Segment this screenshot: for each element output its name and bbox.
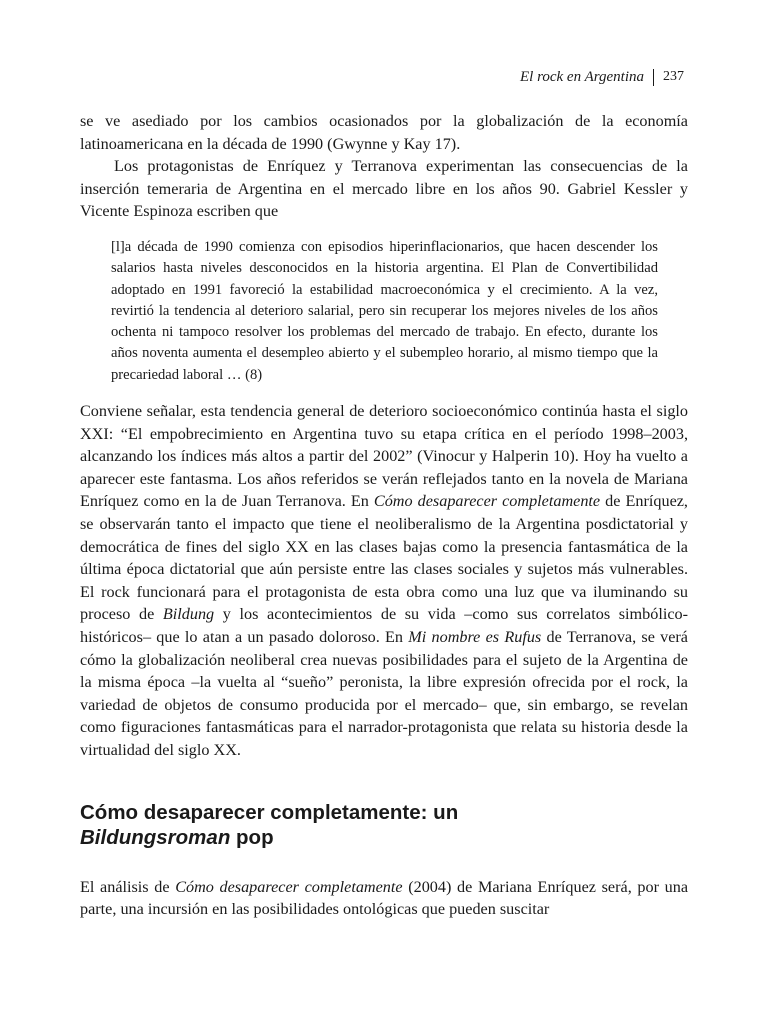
section-heading-tail: pop bbox=[230, 825, 274, 849]
paragraph-3-text: de Enríquez, se observarán tanto el impacto que tiene el neoliberalismo de la Argentina posdictatorial y democrática de fines del siglo XX en las clases bajas como la presencia fantasmática de la última época dictatorial que aún persiste entre las clases sociales y sujetos más vulnerables. El rock funcionará para el protagonista de esta obra como una luz que va iluminando su proceso de bbox=[80, 492, 688, 624]
running-head-separator bbox=[653, 69, 654, 86]
block-quote-text: [l]a década de 1990 comienza con episodios hiperinflacionarios, que hacen descender los salarios hasta niveles desconocidos en la historia argentina. El Plan de Convertibilidad adoptado en 1991 favoreció la estabilidad macroeconómica y el crecimiento. A la vez, revirtió la tendencia al deterioro salarial, pero sin recuperar los mejores niveles de los años ochenta ni tampoco resolver los problemas del mercado de trabajo. En efecto, durante los años noventa aumenta el desempleo abierto y el subempleo horario, al mismo tiempo que la precariedad laboral … (8) bbox=[111, 238, 658, 383]
block-quote bbox=[80, 237, 688, 386]
section-heading bbox=[80, 800, 688, 850]
running-head-title: El rock en Argentina bbox=[520, 69, 644, 85]
paragraph-1: se ve asediado por los cambios ocasionados por la globalización de la economía latinoamericana en la década de 1990 (Gwynne y Kay 17). bbox=[80, 112, 688, 153]
paragraph-3-text: de Terranova, se verá cómo la globalización neoliberal crea nuevas posibilidades para el sujeto de la Argentina de la misma época –la vuelta al “sueño” peronista, la libre expresión ofrecida por el rock, la variedad de objetos de consumo producida por el mercado– que, sin embargo, se revelan como figuraciones fantasmáticas para el narrador-protagonista que relata su historia desde la virtualidad del siglo XX. bbox=[80, 627, 688, 759]
paragraph-2: Los protagonistas de Enríquez y Terranova experimentan las consecuencias de la inserción temeraria de Argentina en el mercado libre en los años 90. Gabriel Kessler y Vicente Espinoza escriben que bbox=[80, 157, 688, 221]
page-number: 237 bbox=[663, 69, 684, 84]
paragraph-3-text: y los acontecimientos de su vida –como sus correlatos simbólico-históricos– que lo atan a un pasado doloroso. En bbox=[80, 605, 688, 646]
book-title: Cómo desaparecer completamente bbox=[175, 877, 403, 896]
page-body bbox=[80, 110, 688, 921]
paragraph-4-text: El análisis de bbox=[80, 877, 176, 896]
book-title: Cómo desaparecer completamente bbox=[373, 492, 601, 511]
italic-term: Bildung bbox=[162, 605, 215, 624]
section-heading-italic: Bildungsroman bbox=[80, 825, 231, 849]
section-heading-line-1: Cómo desaparecer completamente: un bbox=[80, 800, 459, 824]
book-title: Mi nombre es Rufus bbox=[408, 627, 542, 646]
paragraph-4-text: (2004) de Mariana Enríquez será, por una parte, una incursión en las posibilidades ontológicas que pueden suscitar bbox=[80, 877, 689, 919]
paragraph-3-text: Conviene señalar, esta tendencia general de deterioro socioeconómico continúa hasta el siglo XXI: “El empobrecimiento en Argentina tuvo su etapa crítica en el período 1998–2003, alcanzando los índices más altos a partir del 2002” (Vinocur y Halperin 10). Hoy ha vuelto a aparecer este fantasma. Los años referidos se verán reflejados tanto en la novela de Mariana Enríquez como en la de Juan Terranova. En bbox=[80, 402, 688, 511]
paragraph-4 bbox=[80, 876, 688, 921]
paragraph-3 bbox=[80, 400, 688, 762]
running-head bbox=[520, 68, 684, 86]
